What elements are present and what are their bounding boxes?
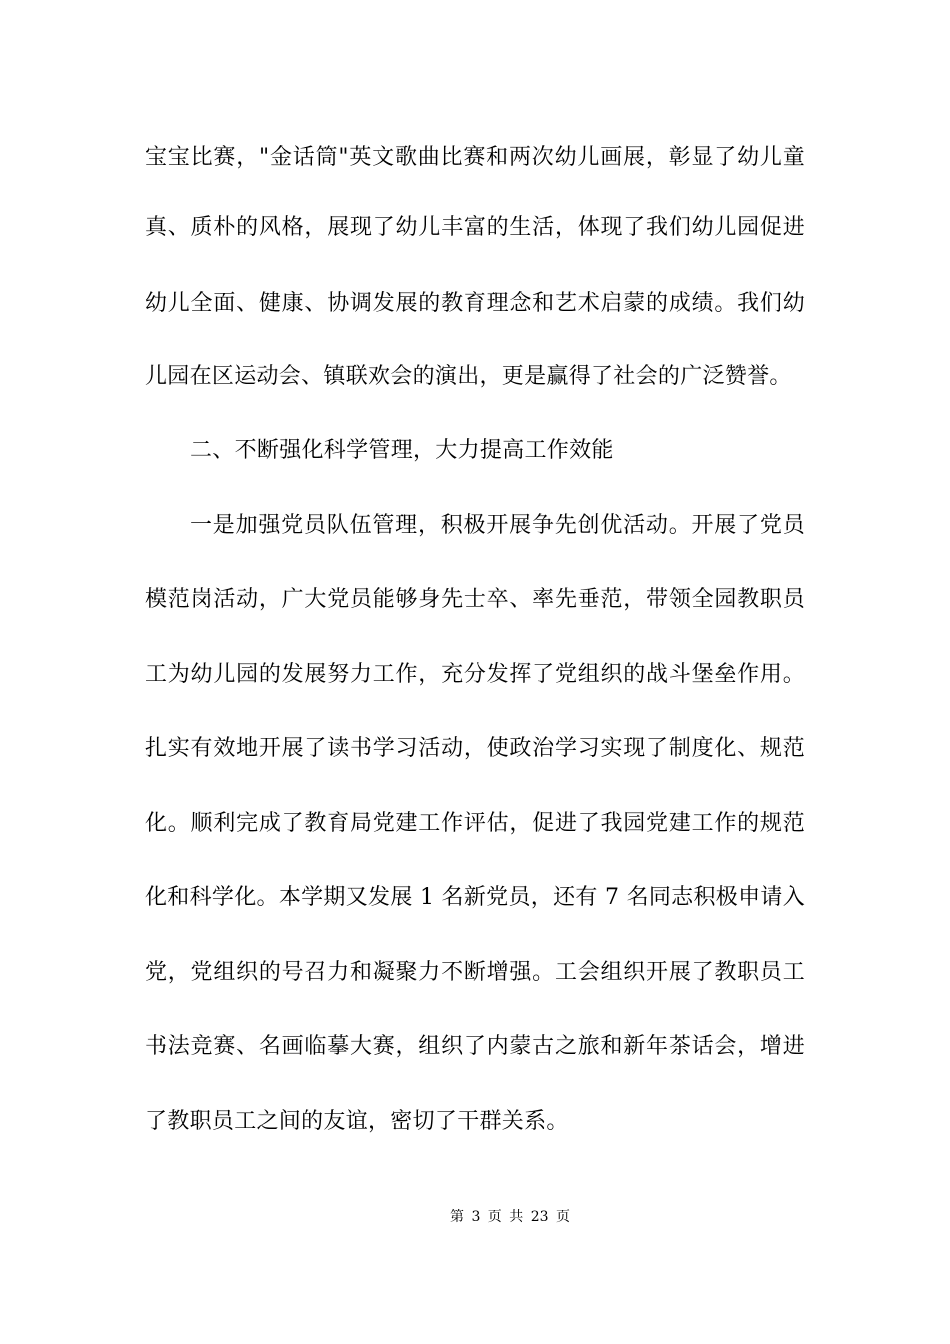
paragraph-line: 化。顺利完成了教育局党建工作评估，促进了我园党建工作的规范	[145, 811, 805, 836]
paragraph-line: 化和科学化。本学期又发展 1 名新党员，还有 7 名同志积极申请入	[145, 885, 805, 910]
section-heading: 二、不断强化科学管理，大力提高工作效能	[190, 438, 614, 463]
paragraph-line: 宝宝比赛，"金话筒"英文歌曲比赛和两次幼儿画展，彰显了幼儿童	[145, 145, 805, 170]
page-number-footer: 第 3 页 共 23 页	[450, 1209, 570, 1225]
paragraph-line: 党，党组织的号召力和凝聚力不断增强。工会组织开展了教职员工	[145, 960, 805, 985]
paragraph-line: 一是加强党员队伍管理，积极开展争先创优活动。开展了党员	[190, 513, 805, 538]
paragraph-line: 模范岗活动，广大党员能够身先士卒、率先垂范，带领全园教职员	[145, 587, 805, 612]
paragraph-line: 真、质朴的风格，展现了幼儿丰富的生活，体现了我们幼儿园促进	[145, 215, 805, 240]
paragraph-line: 儿园在区运动会、镇联欢会的演出，更是赢得了社会的广泛赞誉。	[145, 364, 792, 389]
paragraph-line: 幼儿全面、健康、协调发展的教育理念和艺术启蒙的成绩。我们幼	[145, 291, 805, 316]
paragraph-line: 了教职员工之间的友谊，密切了干群关系。	[145, 1109, 569, 1134]
paragraph-line: 书法竞赛、名画临摹大赛，组织了内蒙古之旅和新年茶话会，增进	[145, 1034, 805, 1059]
paragraph-line: 扎实有效地开展了读书学习活动，使政治学习实现了制度化、规范	[145, 736, 805, 761]
paragraph-line: 工为幼儿园的发展努力工作，充分发挥了党组织的战斗堡垒作用。	[145, 662, 805, 687]
